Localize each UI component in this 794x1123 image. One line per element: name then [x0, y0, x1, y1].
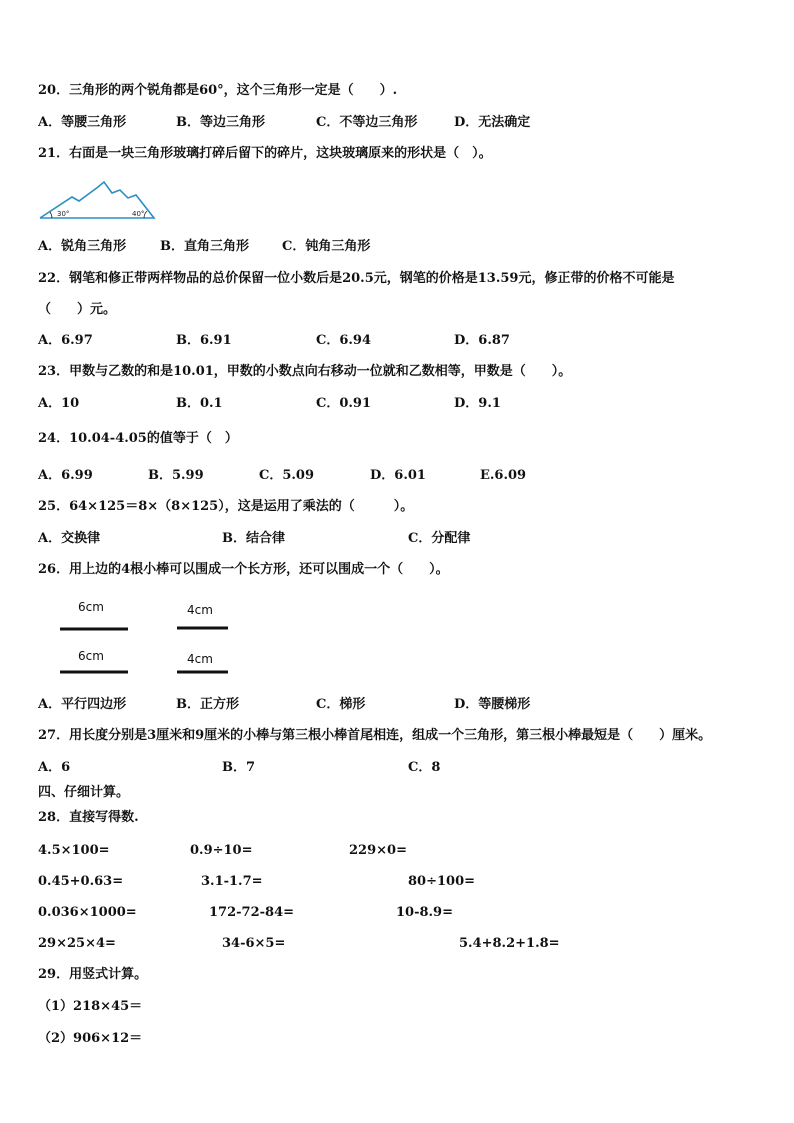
- q25-option-a: A．交换律: [38, 531, 101, 546]
- question-29-stem: 29．用竖式计算。: [38, 967, 148, 982]
- q20-option-c: C．不等边三角形: [316, 115, 418, 130]
- calc-item: 80÷100=: [408, 874, 476, 889]
- q25-option-b: B．结合律: [222, 531, 285, 546]
- q24-option-c: C．5.09: [259, 468, 315, 483]
- q22-option-b: B．6.91: [176, 333, 232, 348]
- stick-1-label: 6cm: [78, 600, 104, 614]
- question-24-stem: 24．10.04-4.05的值等于（ ）: [38, 431, 238, 446]
- section-4-heading: 四、仔细计算。: [38, 785, 130, 800]
- q26-option-c: C．梯形: [316, 697, 366, 712]
- q24-option-a: A．6.99: [38, 468, 93, 483]
- question-21-stem: 21．右面是一块三角形玻璃打碎后留下的碎片，这块玻璃原来的形状是（ ）。: [38, 146, 492, 161]
- calc-item: 0.036×1000=: [38, 905, 137, 920]
- q24-option-e: E.6.09: [480, 468, 527, 483]
- q24-option-b: B．5.99: [148, 468, 204, 483]
- glass-fragment-figure: [38, 178, 158, 222]
- calc-item: 229×0=: [349, 843, 407, 858]
- stick-2-label: 4cm: [187, 603, 213, 617]
- q27-option-b: B．7: [222, 760, 256, 775]
- question-25-stem: 25．64×125＝8×（8×125），这是运用了乘法的（ ）。: [38, 499, 414, 514]
- q23-option-d: D．9.1: [454, 396, 501, 411]
- q27-option-c: C．8: [408, 760, 441, 775]
- calc-item: 172-72-84=: [209, 905, 295, 920]
- q27-option-a: A．6: [38, 760, 71, 775]
- q26-option-b: B．正方形: [176, 697, 239, 712]
- calc-item: 0.9÷10=: [190, 843, 253, 858]
- question-26-stem: 26．用上边的4根小棒可以围成一个长方形，还可以围成一个（ ）。: [38, 562, 449, 577]
- calc-item: 10-8.9=: [396, 905, 453, 920]
- right-angle-label: 40°: [132, 210, 145, 218]
- stick-4-label: 4cm: [187, 652, 213, 666]
- calc-item: 0.45+0.63=: [38, 874, 124, 889]
- question-23-stem: 23．甲数与乙数的和是10.01，甲数的小数点向右移动一位就和乙数相等，甲数是（ ）。: [38, 364, 572, 379]
- calc-item: 4.5×100=: [38, 843, 110, 858]
- q21-option-b: B．直角三角形: [160, 239, 249, 254]
- q21-option-c: C．钝角三角形: [282, 239, 371, 254]
- calc-item: 5.4+8.2+1.8=: [459, 936, 560, 951]
- q22-option-d: D．6.87: [454, 333, 510, 348]
- q20-option-a: A．等腰三角形: [38, 115, 127, 130]
- question-28-stem: 28．直接写得数.: [38, 810, 139, 825]
- q23-option-c: C．0.91: [316, 396, 372, 411]
- stick-3-label: 6cm: [78, 649, 104, 663]
- q21-option-a: A．锐角三角形: [38, 239, 127, 254]
- calc-item: 34-6×5=: [222, 936, 286, 951]
- q22-option-c: C．6.94: [316, 333, 372, 348]
- left-angle-label: 30°: [57, 210, 70, 218]
- question-20-stem: 20．三角形的两个锐角都是60°，这个三角形一定是（ ）.: [38, 83, 398, 98]
- q20-option-b: B．等边三角形: [176, 115, 265, 130]
- calc-item: 29×25×4=: [38, 936, 116, 951]
- q23-option-b: B．0.1: [176, 396, 223, 411]
- q26-option-a: A．平行四边形: [38, 697, 127, 712]
- q26-option-d: D．等腰梯形: [454, 697, 531, 712]
- calc-item: 3.1-1.7=: [201, 874, 263, 889]
- q22-option-a: A．6.97: [38, 333, 93, 348]
- sticks-figure: [56, 592, 246, 682]
- q23-option-a: A．10: [38, 396, 80, 411]
- question-22-stem-continued: （ ）元。: [38, 302, 117, 317]
- q24-option-d: D．6.01: [370, 468, 426, 483]
- vertical-calc-item-1: （1）218×45＝: [38, 999, 143, 1014]
- q20-option-d: D．无法确定: [454, 115, 531, 130]
- q25-option-c: C．分配律: [408, 531, 471, 546]
- vertical-calc-item-2: （2）906×12＝: [38, 1031, 143, 1046]
- question-22-stem: 22．钢笔和修正带两样物品的总价保留一位小数后是20.5元，钢笔的价格是13.59元，修正带的价格不可能是: [38, 271, 675, 286]
- question-27-stem: 27．用长度分别是3厘米和9厘米的小棒与第三根小棒首尾相连，组成一个三角形，第三根小棒最短是（ ）厘米。: [38, 728, 712, 743]
